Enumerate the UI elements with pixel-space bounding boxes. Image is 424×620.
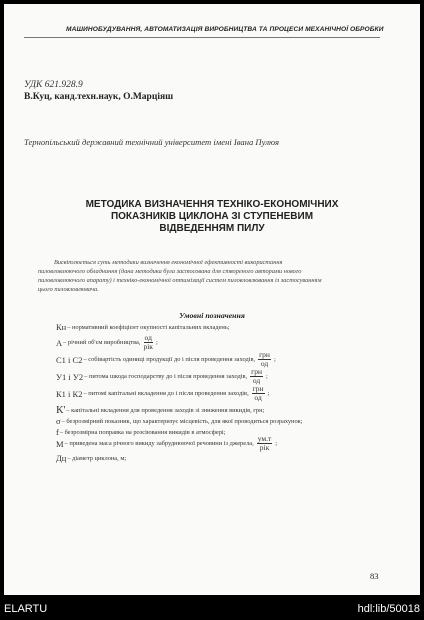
fraction-denominator: рік — [259, 443, 270, 452]
nomenclature-text: – безрозмірний показник, що характеризує місцевість, для якої проводиться розрахунок; — [61, 417, 303, 425]
unit-fraction — [252, 385, 265, 402]
nomenclature-heading: Умовні позначення — [179, 311, 245, 320]
abstract-line: Висвітлюється суть методики визначення економічної ефективності використання — [54, 259, 283, 266]
nomenclature-text: – собівартість одиниці продукції до і після проведення заходів, — [83, 356, 256, 363]
footer-source-label: ELARTU — [4, 603, 48, 615]
nomenclature-text: – приведена маса річного викиду забруднюючої речовини із джерела, — [64, 440, 254, 447]
authors: В.Куц, канд.техн.наук, О.Марціяш — [24, 92, 174, 102]
nomenclature-item — [56, 351, 276, 368]
nomenclature-text: – питомі капітальні вкладення до і після проведення заходів, — [83, 390, 249, 397]
unit-fraction — [258, 351, 271, 368]
nomenclature-symbol: А — [56, 337, 63, 348]
nomenclature-symbol: Кн — [56, 322, 67, 332]
title-line: ВІДВЕДЕННЯМ ПИЛУ — [159, 223, 265, 234]
nomenclature-tail: ; — [273, 356, 276, 363]
nomenclature-item — [56, 385, 269, 402]
unit-fraction — [257, 435, 273, 452]
fraction-denominator: од — [260, 359, 269, 368]
nomenclature-text: – нормативний коефіцієнт окупності капітальних вкладень; — [67, 323, 230, 331]
udc-code: УДК 621.928.9 — [24, 80, 83, 90]
page-number: 83 — [370, 571, 379, 581]
nomenclature-text: – питома шкода господарству до і після проведення заходів, — [84, 373, 248, 380]
nomenclature-item — [56, 404, 264, 416]
nomenclature-symbol: Дц — [56, 453, 67, 463]
nomenclature-symbol: С1 і С2 — [56, 354, 83, 365]
nomenclature-item — [56, 435, 277, 452]
fraction-denominator: рік — [143, 342, 153, 351]
abstract-line: пиловловлюючого апарату) і техніко-економічної оптимізації систем пиловловлювання із застосуванням — [38, 277, 322, 284]
fraction-numerator: грн — [259, 350, 270, 359]
fraction-denominator: од — [254, 393, 262, 402]
nomenclature-item — [56, 334, 158, 351]
unit-fraction — [143, 334, 152, 351]
fraction-numerator: грн — [252, 384, 264, 393]
abstract-line: цього пиловловлювача. — [38, 286, 99, 293]
fraction-numerator: грн — [251, 367, 262, 376]
fraction-denominator: од — [252, 376, 261, 385]
nomenclature-symbol: σ — [56, 416, 61, 426]
nomenclature-item — [56, 322, 230, 332]
nomenclature-tail: ; — [265, 373, 268, 380]
paper-page — [4, 4, 420, 595]
nomenclature-text: – річний об'єм виробництва, — [63, 339, 141, 346]
nomenclature-tail: ; — [155, 339, 158, 346]
nomenclature-item — [56, 453, 126, 463]
nomenclature-tail: ; — [275, 440, 278, 447]
nomenclature-text: – безрозмірна поправка на розсіювання викидів в атмосфері; — [59, 428, 226, 436]
nomenclature-text: – капітальні вкладення для проведення заходів зі зниження викидів, грн; — [66, 406, 265, 414]
running-header: МАШИНОБУДУВАННЯ, АВТОМАТИЗАЦІЯ ВИРОБНИЦТВА ТА ПРОЦЕСИ МЕХАНІЧНОЇ ОБРОБКИ — [66, 26, 384, 33]
nomenclature-text: – діаметр циклона, м; — [67, 454, 127, 462]
abstract-line: пиловловлюючого обладнання (дана методика була застосована для створеного авторами нового — [38, 268, 302, 275]
nomenclature-symbol: К' — [56, 404, 66, 416]
nomenclature-item — [56, 416, 303, 426]
title-line: МЕТОДИКА ВИЗНАЧЕННЯ ТЕХНІКО-ЕКОНОМІЧНИХ — [85, 199, 339, 210]
nomenclature-tail: ; — [267, 390, 270, 397]
nomenclature-item — [56, 368, 268, 385]
header-rule — [24, 37, 380, 38]
fraction-numerator: ум.т — [257, 434, 272, 443]
article-title — [44, 199, 380, 235]
abstract — [38, 258, 388, 294]
fraction-numerator: од — [144, 333, 152, 342]
nomenclature-symbol: f — [56, 427, 59, 437]
affiliation: Тернопільський державний технічний університет імені Івана Пулюя — [24, 137, 280, 147]
footer-handle-label: hdl:lib/50018 — [357, 603, 420, 615]
unit-fraction — [250, 368, 263, 385]
nomenclature-symbol: У1 і У2 — [56, 371, 84, 382]
nomenclature-symbol: К1 і К2 — [56, 388, 83, 399]
nomenclature-symbol: М — [56, 438, 64, 449]
title-line: ПОКАЗНИКІВ ЦИКЛОНА ЗІ СТУПЕНЕВИМ — [110, 211, 314, 222]
